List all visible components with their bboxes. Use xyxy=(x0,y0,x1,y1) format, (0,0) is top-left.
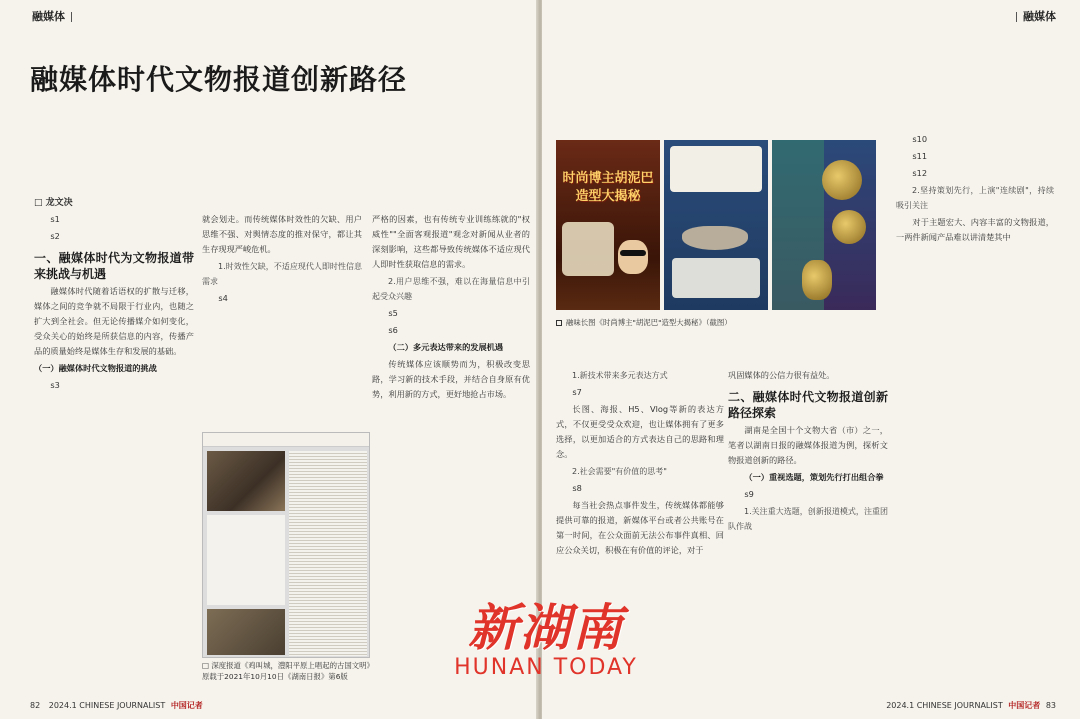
newspaper-header-strip xyxy=(203,433,369,447)
photo-caption-left: □ 深度报道《鸡叫城，澧阳平原上唱起的古国文明》原载于2021年10月10日《湖南日报》第6版 xyxy=(202,661,374,681)
panel-title: 时尚博主胡泥巴造型大揭秘 xyxy=(562,171,654,204)
pottery-image xyxy=(682,226,748,250)
section-tag-label: 融媒体 xyxy=(32,10,65,23)
text-card xyxy=(672,258,760,298)
left-column-1 xyxy=(34,212,194,712)
panel-artifacts xyxy=(772,140,876,310)
paragraph: s2 xyxy=(50,231,60,241)
photo-caption-right xyxy=(556,317,886,328)
left-page xyxy=(0,0,538,719)
subsection-heading: （一）融媒体时代文物报道的挑战 xyxy=(34,363,157,373)
author-byline: □ 龙文决 xyxy=(34,198,73,208)
paragraph: 就会划走。而传统媒体时效性的欠缺、用户思维不强、对舆情态度的推对保守，都让其生存现现严峻危机。 xyxy=(202,214,362,254)
paragraph: s3 xyxy=(50,380,60,390)
subsection-heading: （一）重视选题，策划先行打出组合拳 xyxy=(744,472,884,482)
bronze-mirror-image xyxy=(822,160,862,200)
subsection-heading: （二）多元表达带来的发展机遇 xyxy=(388,342,504,352)
long-image-panels xyxy=(556,140,878,310)
paragraph: s5 xyxy=(388,308,398,318)
magazine-logo: 中国记者 xyxy=(1008,701,1041,710)
paragraph: 融媒体时代随着话语权的扩散与迁移，媒体之间的竞争就不局限于行业内，也随之扩大到全社会。但无论传播媒介如何变化，受众关心的始终是所获信息的内容，传播产品的质量始终是媒体生存和发展的基础。 xyxy=(34,286,194,356)
left-column-2 xyxy=(202,212,362,424)
tag-divider xyxy=(71,12,72,22)
page-number: 83 xyxy=(1045,701,1056,710)
text-card xyxy=(670,146,762,192)
artifact-image xyxy=(207,609,285,655)
paragraph: 传统媒体应该顺势而为，积极改变思路，学习新的技术手段，并结合自身原有优势，利用新的方式，更好地抢占市场。 xyxy=(372,359,530,399)
paragraph: s8 xyxy=(572,483,582,493)
speech-bubble xyxy=(562,222,614,276)
paragraph: s1 xyxy=(50,214,60,224)
caption-text: 融味长图《时尚博主"胡泥巴"造型大揭秘》（截图） xyxy=(566,318,732,327)
footer-left xyxy=(30,700,206,711)
jar-image xyxy=(802,260,832,300)
watermark-english: HUNAN TODAY xyxy=(454,655,638,680)
magazine-logo: 中国记者 xyxy=(170,701,203,710)
cartoon-face xyxy=(618,240,648,274)
section-tag-left xyxy=(32,8,78,24)
paragraph: s12 xyxy=(912,168,928,178)
newspaper-text-block xyxy=(289,451,367,656)
paragraph: s4 xyxy=(218,293,228,303)
paragraph: s11 xyxy=(912,151,928,161)
article-title: 融媒体时代文物报道创新路径 xyxy=(30,63,408,96)
sub-heading: 1.时效性欠缺，不适应现代人即时性信息需求 xyxy=(202,262,362,286)
excavation-image xyxy=(207,451,285,511)
paragraph: s10 xyxy=(912,134,928,144)
section-tag-right xyxy=(1010,8,1056,24)
left-column-3 xyxy=(372,212,530,712)
sub-heading: 1.新技术带来多元表达方式 xyxy=(572,371,668,380)
paragraph: 每当社会热点事件发生，传统媒体都能够提供可靠的报道，新媒体平台或者公共账号在第一时间，在公众面前无法公布事件真相、回应公众关切，积极在有价值的评论，对于 xyxy=(556,500,724,555)
paragraph: 严格的因素，也有传统专业训练练就的"权威性""全面客观报道"观念对新闻从业者的深刻影响，这些都导致传统媒体不适应现代人即时性获取信息的需求。 xyxy=(372,214,530,269)
paragraph: 巩固媒体的公信力很有益处。 xyxy=(728,370,835,380)
caption-marker-icon xyxy=(556,320,562,326)
tag-divider xyxy=(1016,12,1017,22)
newspaper-headline-block xyxy=(207,515,285,605)
sub-heading: 2.社会需要"有价值的思考" xyxy=(572,467,667,476)
paragraph: 湖南是全国十个文物大省（市）之一，笔者以湖南日报的融媒体报道为例，探析文物报道创新的路径。 xyxy=(728,425,888,465)
bronze-mirror-image xyxy=(832,210,866,244)
section-tag-label: 融媒体 xyxy=(1023,10,1056,23)
page-number: 82 xyxy=(30,701,41,710)
section-heading: 一、融媒体时代为文物报道带来挑战与机遇 xyxy=(34,251,194,281)
sub-heading: 2.用户思维不强，难以在海量信息中引起受众兴趣 xyxy=(372,277,530,301)
sunglasses-icon xyxy=(620,250,646,256)
panel-fashion-blogger xyxy=(556,140,660,310)
watermark-chinese: 新湖南 xyxy=(468,599,624,657)
paragraph: s6 xyxy=(388,325,398,335)
issue-label: 2024.1 CHINESE JOURNALIST xyxy=(48,701,166,710)
sub-heading: 1.关注重大选题，创新报道模式，注重团队作战 xyxy=(728,507,888,531)
paragraph: 对于主题宏大、内容丰富的文物报道，一两件新闻产品难以讲清楚其中 xyxy=(896,217,1054,242)
right-column-3 xyxy=(896,132,1054,708)
panel-pottery xyxy=(664,140,768,310)
section-heading: 二、融媒体时代文物报道创新路径探索 xyxy=(728,390,888,420)
sub-heading: 2.坚持策划先行，上演"连续剧"，持续吸引关注 xyxy=(896,186,1054,210)
right-column-2 xyxy=(728,368,888,708)
right-column-1 xyxy=(556,368,724,708)
newspaper-page-photo xyxy=(202,432,370,658)
paragraph: 长图、海报、H5、Vlog等新的表达方式，不仅更受受众欢迎，也让媒体拥有了更多选择，以更加适合的方式表达自己的思路和理念。 xyxy=(556,404,724,459)
issue-label: 2024.1 CHINESE JOURNALIST xyxy=(886,701,1003,710)
paragraph: s9 xyxy=(744,489,754,499)
paragraph: s7 xyxy=(572,387,582,397)
